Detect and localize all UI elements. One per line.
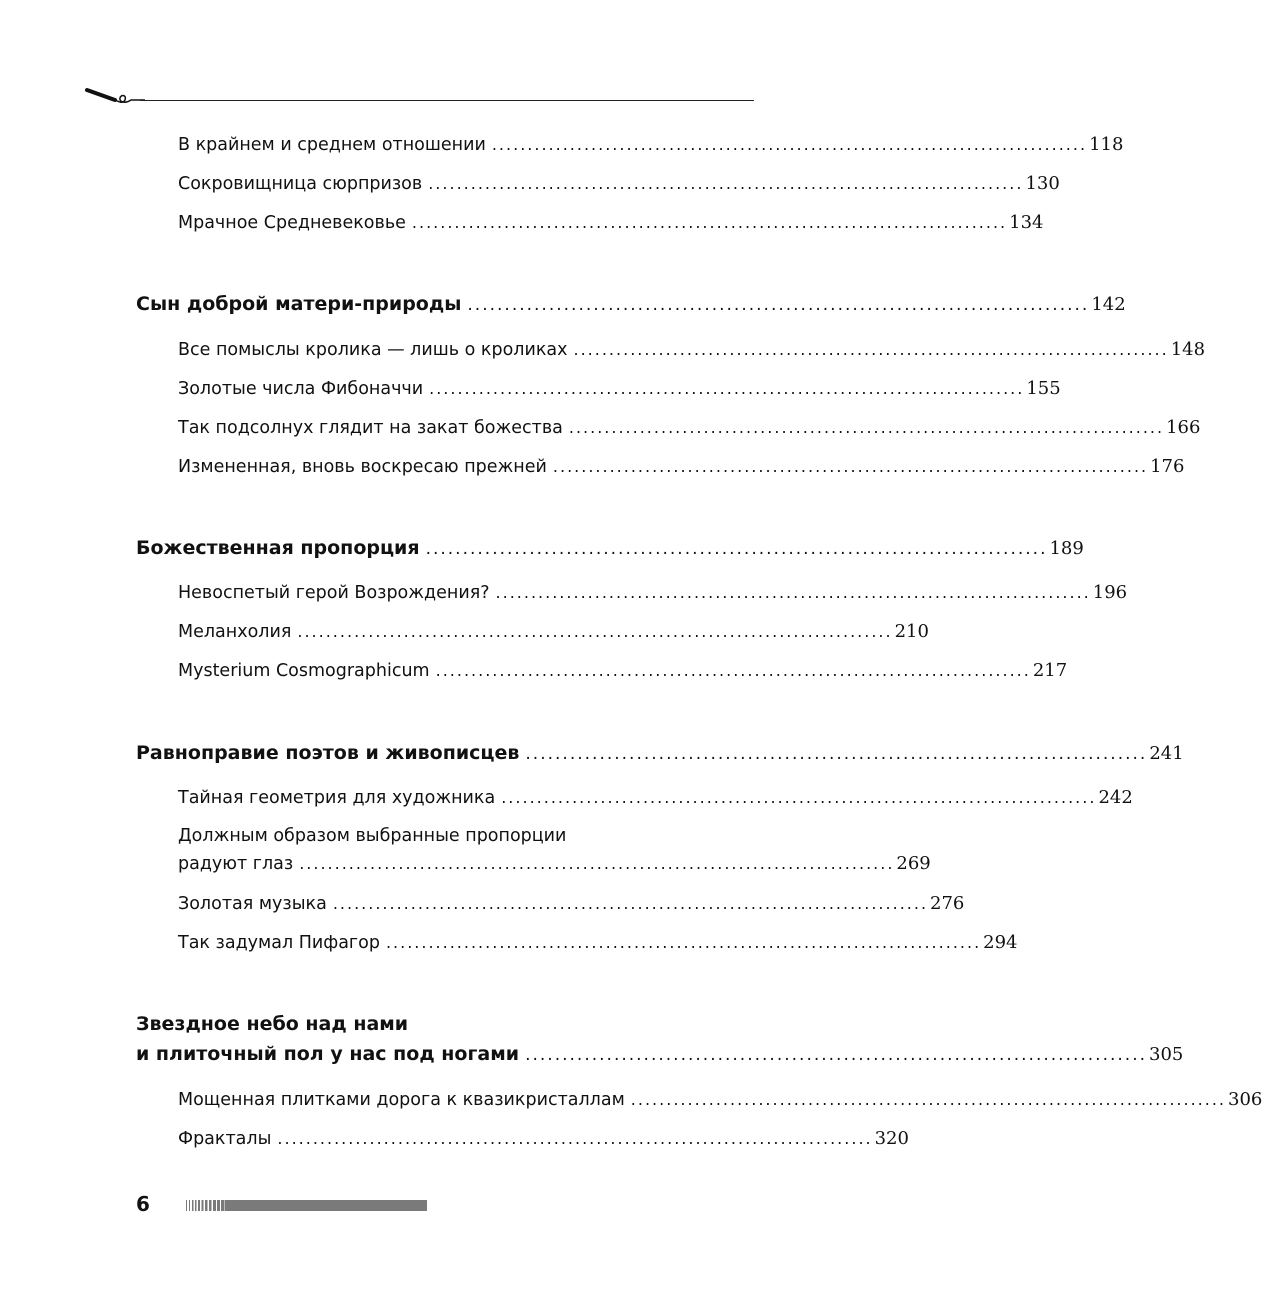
toc-entry-title-line1: Должным образом выбранные пропорции: [178, 826, 567, 846]
toc-entry-page: 148: [1170, 339, 1206, 360]
toc-entry[interactable]: [178, 417, 1201, 438]
leader-dots: ....................................................................................: [573, 340, 1169, 359]
toc-entry-title: Все помыслы кролика — лишь о кроликах: [178, 340, 568, 360]
toc-chapter[interactable]: [136, 537, 1084, 559]
toc-entry-title: Золотая музыка: [178, 894, 327, 914]
toc-chapter-title: Равноправие поэтов и живописцев: [136, 742, 520, 764]
leader-dots: ....................................................................................: [552, 457, 1149, 476]
toc-chapter-title-line1: Звездное небо над нами: [136, 1013, 409, 1035]
leader-dots: ....................................................................................: [385, 933, 982, 952]
toc-entry-page: 176: [1150, 456, 1185, 477]
leader-dots: ....................................................................................: [428, 174, 1024, 193]
toc-entry[interactable]: [178, 893, 965, 914]
toc-entry-page: 217: [1032, 660, 1068, 681]
toc-entry-page: 269: [896, 853, 931, 874]
footer-bar-ornament: [186, 1200, 427, 1211]
toc-entry-title: Мрачное Средневековье: [178, 213, 406, 233]
toc-entry[interactable]: [178, 660, 1068, 681]
toc-entry[interactable]: [178, 212, 1044, 233]
toc-chapter-title: Сын доброй матери-природы: [136, 293, 462, 315]
leader-dots: ....................................................................................: [630, 1090, 1227, 1109]
toc-entry[interactable]: [178, 932, 1018, 953]
toc-entry[interactable]: [178, 621, 929, 642]
toc-chapter-page: 305: [1149, 1044, 1184, 1065]
toc-entry-title: Невоспетый герой Возрождения?: [178, 583, 490, 603]
leader-dots: ....................................................................................: [297, 622, 893, 641]
leader-dots: ....................................................................................: [467, 295, 1090, 315]
toc-entry-title: Фракталы: [178, 1129, 272, 1149]
toc-entry-title: Измененная, вновь воскресаю прежней: [178, 457, 547, 477]
toc-entry[interactable]: [178, 582, 1128, 603]
toc-entry-page: 242: [1098, 787, 1133, 808]
toc-chapter[interactable]: [136, 1043, 1184, 1065]
toc-entry-title: Mysterium Cosmographicum: [178, 661, 430, 681]
toc-chapter[interactable]: [136, 293, 1126, 315]
toc-entry[interactable]: [178, 134, 1124, 155]
toc-entry-page: 155: [1026, 378, 1061, 399]
toc-entry-title: Так задумал Пифагор: [178, 933, 380, 953]
leader-dots: ....................................................................................: [491, 135, 1088, 154]
toc-entry-title: радуют глаз: [178, 854, 294, 874]
leader-dots: ....................................................................................: [277, 1129, 873, 1148]
leader-dots: ....................................................................................: [525, 744, 1148, 764]
toc-chapter[interactable]: [136, 742, 1184, 764]
toc-chapter-title: Божественная пропорция: [136, 537, 420, 559]
toc-entry-page: 210: [894, 621, 929, 642]
toc-entry[interactable]: [178, 339, 1206, 360]
leader-dots: ....................................................................................: [525, 1045, 1148, 1065]
toc-entry-title: Сокровищница сюрпризов: [178, 174, 423, 194]
leader-dots: ....................................................................................: [568, 418, 1165, 437]
toc-entry-page: 134: [1009, 212, 1044, 233]
leader-dots: ....................................................................................: [425, 539, 1048, 559]
toc-entry-page: 276: [930, 893, 965, 914]
toc-entry-title: Мощенная плитками дорога к квазикристаллам: [178, 1090, 625, 1110]
toc-chapter-page: 142: [1091, 294, 1126, 315]
toc-entry-page: 196: [1092, 582, 1128, 603]
toc-entry-page: 130: [1025, 173, 1060, 194]
toc-entry[interactable]: [178, 456, 1185, 477]
page-number: 6: [136, 1192, 150, 1216]
toc-entry-title: Так подсолнух глядит на закат божества: [178, 418, 563, 438]
toc-entry-page: 118: [1089, 134, 1124, 155]
toc-entry-title: Золотые числа Фибоначчи: [178, 379, 424, 399]
toc-chapter-title: и плиточный пол у нас под ногами: [136, 1043, 520, 1065]
toc-entry-title: Тайная геометрия для художника: [178, 788, 496, 808]
toc-entry-page: 294: [983, 932, 1018, 953]
leader-dots: ....................................................................................: [501, 788, 1097, 807]
toc-entry-title: Меланхолия: [178, 622, 292, 642]
toc-chapter-page: 189: [1049, 538, 1084, 559]
toc-entry[interactable]: [178, 853, 931, 874]
toc-entry-page: 166: [1166, 417, 1201, 438]
leader-dots: ....................................................................................: [429, 379, 1025, 398]
toc-entry[interactable]: [178, 1089, 1262, 1110]
toc-entry-page: 306: [1228, 1089, 1262, 1110]
toc-entry[interactable]: [178, 1128, 909, 1149]
toc-chapter-page: 241: [1149, 743, 1184, 764]
leader-dots: ....................................................................................: [332, 894, 929, 913]
toc-entry[interactable]: [178, 378, 1061, 399]
toc-entry[interactable]: [178, 787, 1133, 808]
leader-dots: ....................................................................................: [495, 583, 1091, 602]
leader-dots: ....................................................................................: [411, 213, 1008, 232]
leader-dots: ....................................................................................: [299, 854, 895, 873]
toc-entry-title: В крайнем и среднем отношении: [178, 135, 486, 155]
leader-dots: ....................................................................................: [435, 661, 1031, 680]
toc-entry-page: 320: [874, 1128, 909, 1149]
toc-entry[interactable]: [178, 173, 1060, 194]
